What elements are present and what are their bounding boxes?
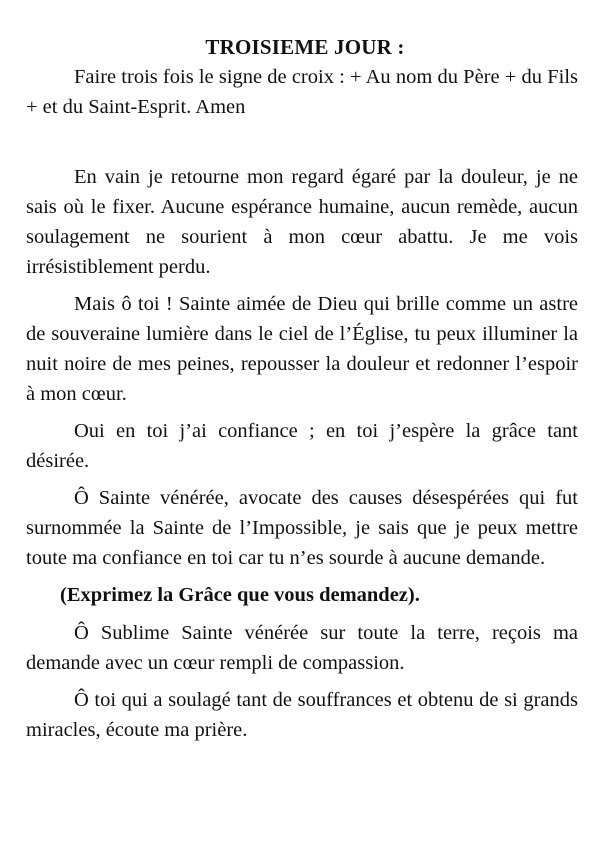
section-gap [26,122,578,162]
intro-instruction: Faire trois fois le signe de croix : + Au nom du Père + du Fils + et du Saint-Esprit. Amen [26,66,578,118]
grace-request-instruction: (Exprimez la Grâce que vous demandez). [60,584,420,606]
prayer-paragraph-3: Oui en toi j’ai confiance ; en toi j’espère la grâce tant désirée. [26,420,578,472]
prayer-paragraph-1: En vain je retourne mon regard égaré par la douleur, je ne sais où le fixer. Aucune espérance humaine, aucun remède, aucun soulagement ne sourient à mon cœur abattu. Je me vois irrésistiblement perdu. [26,166,578,278]
prayer-paragraph-2: Mais ô toi ! Sainte aimée de Dieu qui brille comme un astre de souveraine lumière dans le ciel de l’Église, tu peux illuminer la nuit noire de mes peines, repousser la douleur et redonner l’espoir à mon cœur. [26,293,578,405]
closing-paragraph-2: Ô toi qui a soulagé tant de souffrances et obtenu de si grands miracles, écoute ma prière. [26,689,578,741]
prayer-paragraph-4: Ô Sainte vénérée, avocate des causes désespérées qui fut surnommée la Sainte de l’Impossible, je sais que je peux mettre toute ma confiance en toi car tu n’es sourde à aucune demande. [26,487,578,569]
page-title: TROISIEME JOUR : [205,35,405,59]
closing-paragraph-1: Ô Sublime Sainte vénérée sur toute la terre, reçois ma demande avec un cœur rempli de compassion. [26,622,578,674]
